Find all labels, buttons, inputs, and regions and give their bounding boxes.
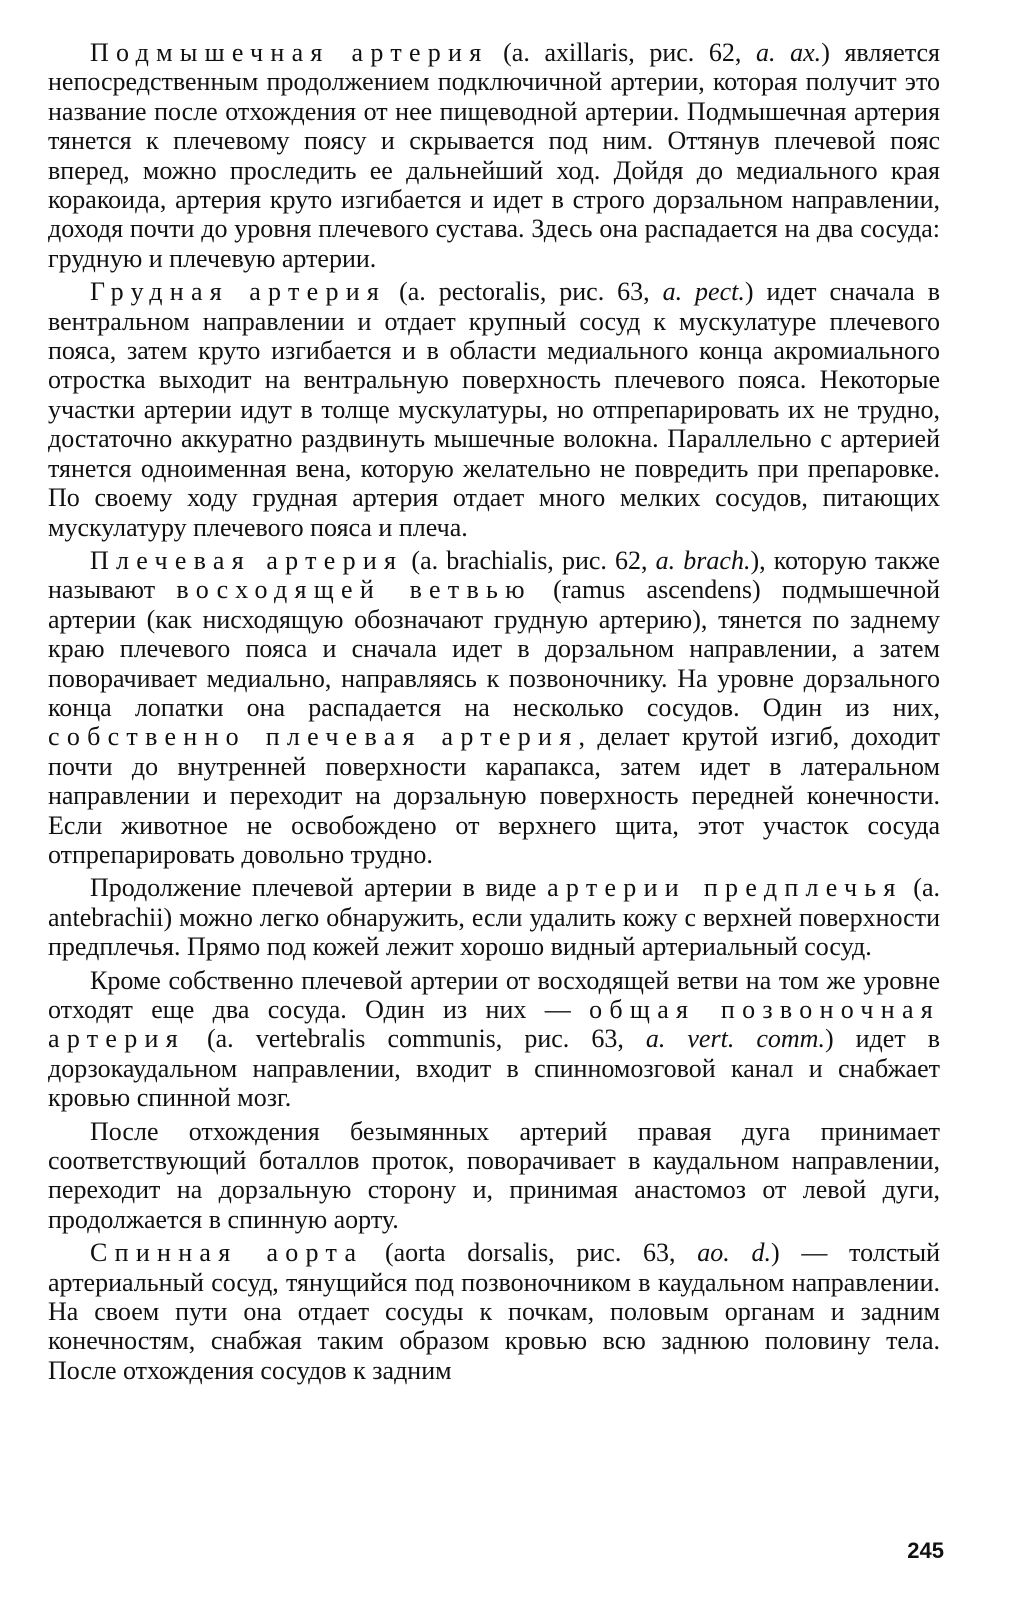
term-ascending-branch: восходящей ветвью — [176, 575, 532, 605]
paragraph-brachial-artery: Плечевая артерия (a. brachialis, рис. 62, a. brach.), которую также называют восходящей ветвью (ramus ascendens) подмышечной артерии (как нисходящую обозначают грудную артерию), тянется по заднему краю плечевого пояса и сначала идет в дорзальном направлении, а затем поворачивает медиально, направляясь к позвоночнику. На уровне дорзального конца лопатки она распадается на несколько сосудов. Один из них, собственно плечевая артерия, делает крутой изгиб, доходит почти до внутренней поверхности карапакса, затем идет в латеральном направлении и переходит на дорзальную поверхность передней конечности. Если животное не освобождено от верхнего щита, этот участок сосуда отпрепарировать довольно трудно. — [48, 545, 940, 869]
term-brachial-artery: Плечевая артерия — [90, 545, 404, 575]
term-common-vertebral-artery: общая позвоночная артерия — [48, 995, 940, 1054]
paragraph-right-arch: После отхождения безымянных артерий правая дуга принимает соответствующий боталлов проток, поворачивает в каудальном направлении, переходит на дорзальную сторону и, принимая анастомоз от левой дуги, продолжается в спинную аорту. — [48, 1116, 940, 1234]
page-number: 245 — [907, 1538, 944, 1563]
page-body — [48, 38, 940, 1385]
term-antebrachial-artery: артерии предплечья — [547, 873, 903, 903]
paragraph-dorsal-aorta: Спинная аорта (aorta dorsalis, рис. 63, ao. d.) — толстый артериальный сосуд, тянущийся под позвоночником в каудальном направлении. На своем пути она отдает сосуды к почкам, половым органам и задним конечностям, снабжая таким образом кровью всю заднюю половину тела. После отхождения сосудов к задним — [48, 1238, 940, 1385]
paragraph-axillary-artery: Подмышечная артерия (a. axillaris, рис. 62, a. ax.) является непосредственным продолжением подключичной артерии, которая получит это название после отхождения от нее пищеводной артерии. Подмышечная артерия тянется к плечевому поясу и скрывается под ним. Оттянув плечевой пояс вперед, можно проследить ее дальнейший ход. Дойдя до медиального края коракоида, артерия круто изгибается и идет в строго дорзальном направлении, доходя почти до уровня плечевого сустава. Здесь она распадается на два сосуда: грудную и плечевую артерии. — [48, 38, 941, 273]
paragraph-pectoral-artery: Грудная артерия (a. pectoralis, рис. 63, a. pect.) идет сначала в вентральном направлении и отдает крупный сосуд к мускулатуре плечевого пояса, затем круто изгибается и в области медиального конца акромиального отростка выходит на вентральную поверхность плечевого пояса. Некоторые участки артерии идут в толще мускулатуры, но отпрепарировать их не трудно, достаточно аккуратно раздвинуть мышечные волокна. Параллельно с артерией тянется одноименная вена, которую желательно не повредить при препаровке. По своему ходу грудная артерия отдает много мелких сосудов, питающих мускулатуру плечевого пояса и плеча. — [48, 277, 940, 542]
term-brachial-artery-proper: собственно плечевая артерия — [48, 722, 579, 752]
paragraph-vertebral-artery: Кроме собственно плечевой артерии от восходящей ветви на том же уровне отходят еще два сосуда. Один из них — общая позвоночная артерия (a. vertebralis communis, рис. 63, a. vert. comm.) идет в дорзокаудальном направлении, входит в спинномозговой канал и снабжает кровью спинной мозг. — [48, 965, 941, 1113]
paragraph-antebrachial-artery: Продолжение плечевой артерии в виде артерии предплечья (a. antebrachii) можно легко обнаружить, если удалить кожу с верхней поверхности предплечья. Прямо под кожей лежит хорошо видный артериальный сосуд. — [48, 873, 941, 962]
term-dorsal-aorta: Спинная аорта — [90, 1238, 364, 1268]
term-pectoral-artery: Грудная артерия — [90, 277, 387, 307]
term-axillary-artery: Подмышечная артерия — [90, 38, 489, 67]
